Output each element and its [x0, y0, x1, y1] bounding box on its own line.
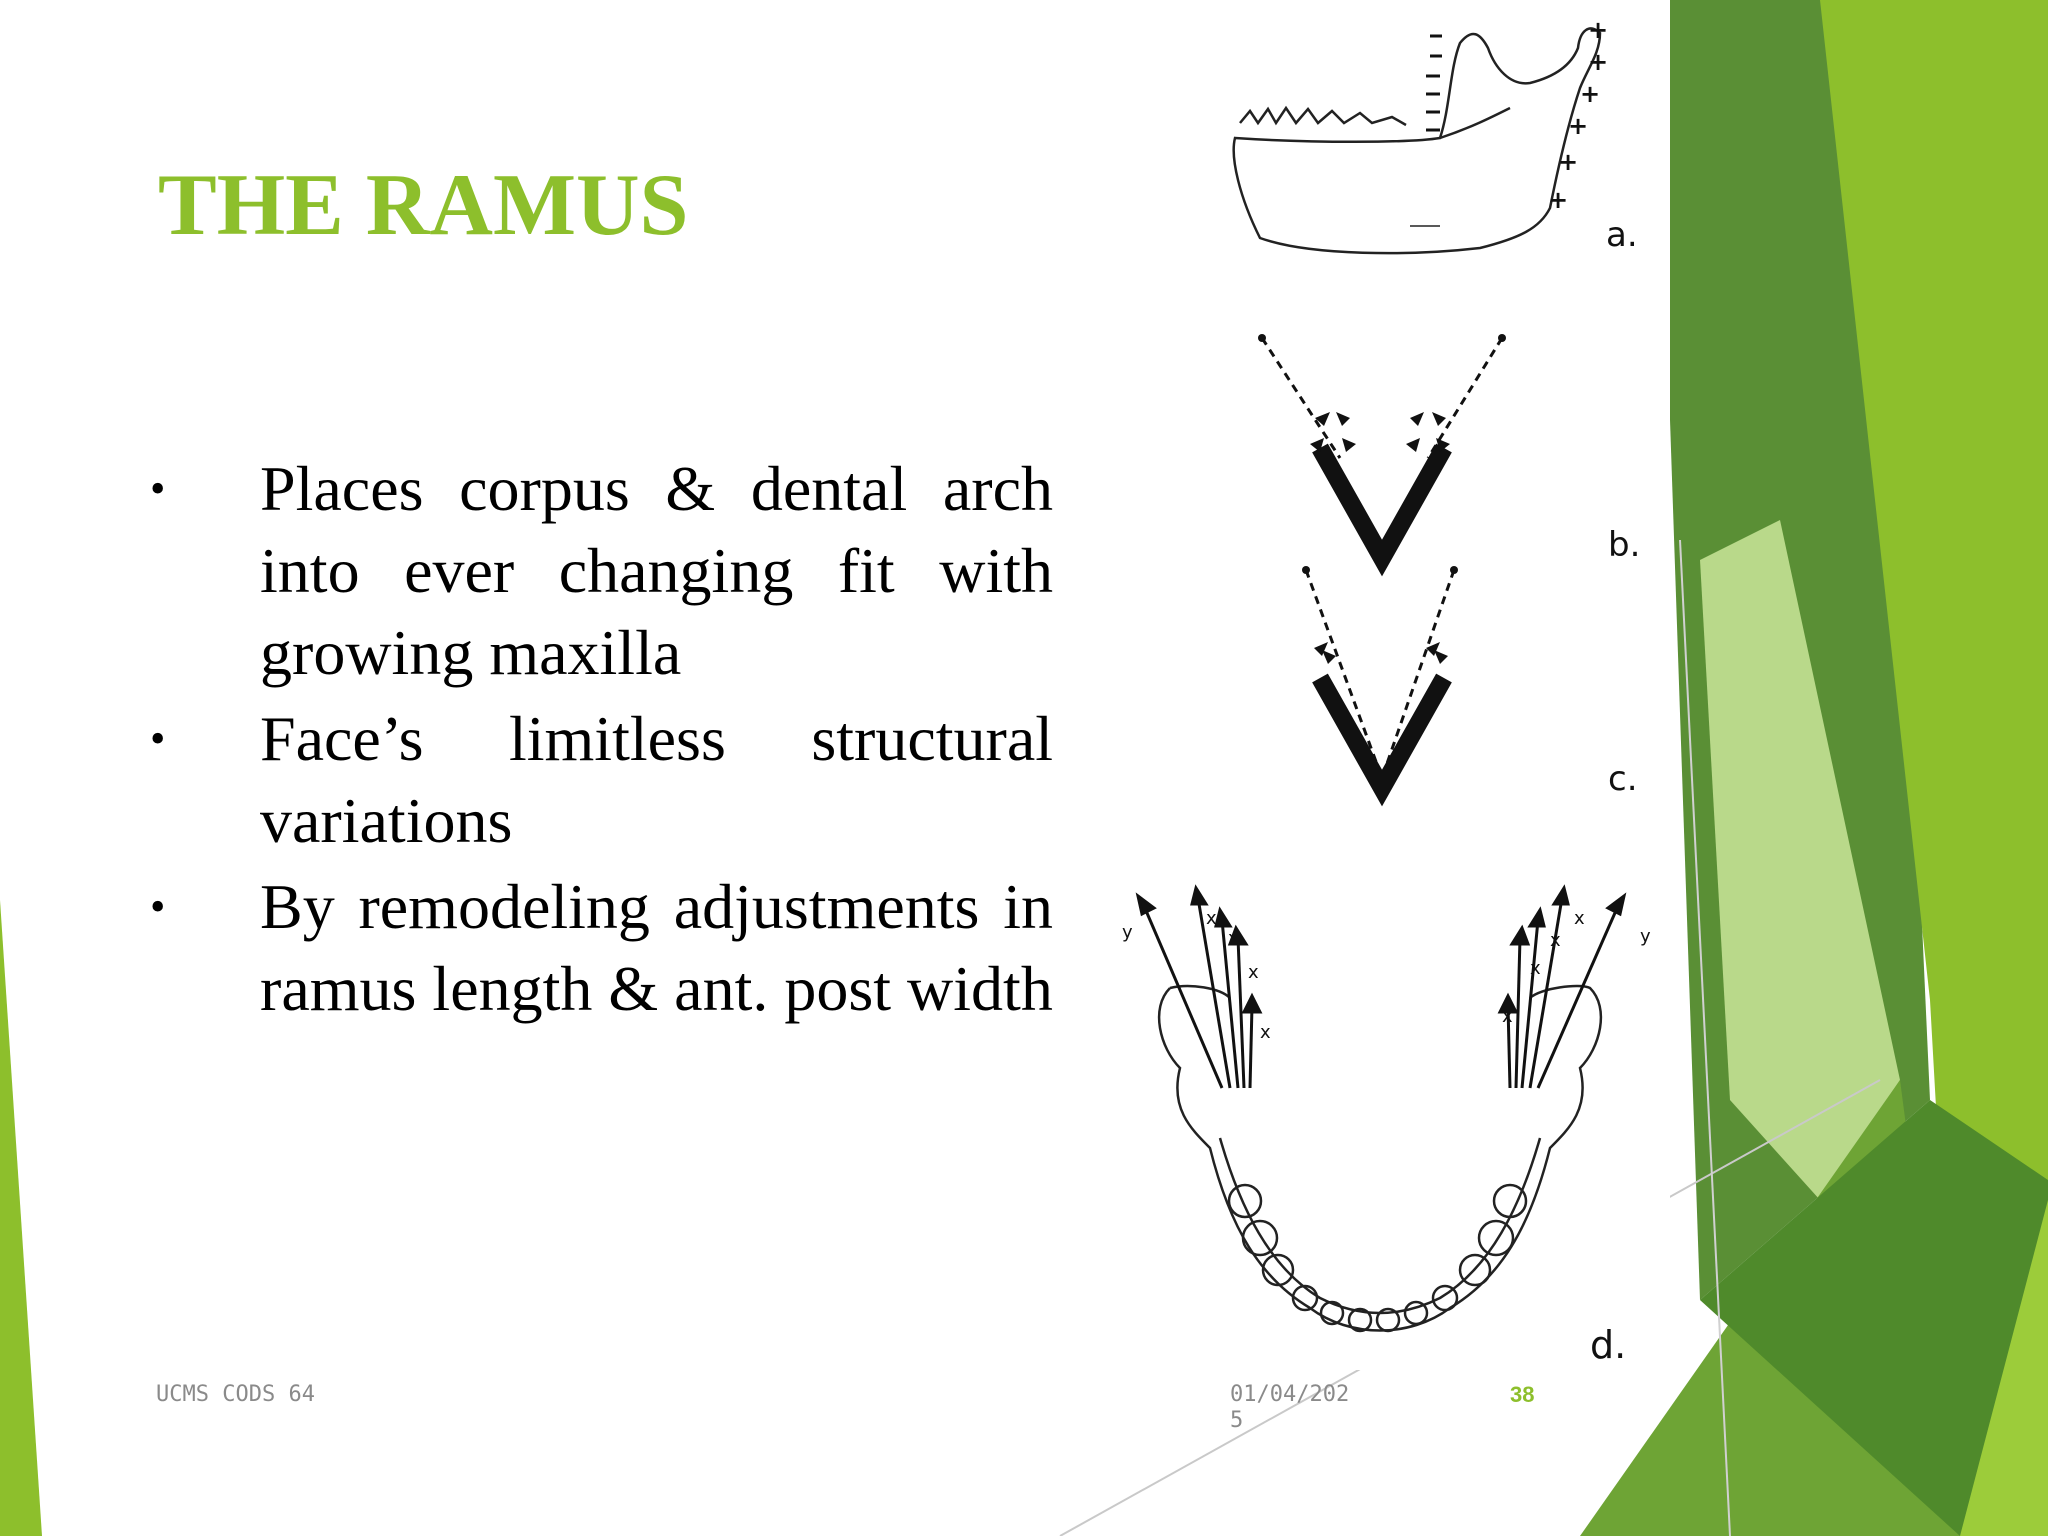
slide-number: 38 — [1510, 1382, 1535, 1407]
bullet-marker: • — [150, 882, 166, 931]
mandible-figure — [1110, 8, 1670, 1370]
mandible-diagram — [1110, 8, 1670, 1370]
bullet-item — [150, 448, 1053, 694]
vector-label-y: y — [1640, 926, 1651, 947]
vector-label-y: y — [1122, 922, 1133, 943]
bullet-text: Places corpus & dental arch into ever changing fit with growing maxilla — [260, 453, 1053, 688]
bullet-item — [150, 698, 1053, 862]
bullet-item — [150, 866, 1053, 1030]
vector-label-x: x — [1228, 928, 1239, 949]
plus-mark: + — [1580, 80, 1601, 108]
panel-d-mandible-occlusal — [1159, 986, 1601, 1331]
vector-label-x: x — [1206, 908, 1217, 929]
plus-mark: + — [1588, 16, 1609, 44]
bullet-marker: • — [150, 464, 166, 513]
plus-mark: + — [1548, 186, 1569, 214]
vector-label-x: x — [1260, 1022, 1271, 1043]
vector-label-x: x — [1248, 962, 1259, 983]
panel-a-lateral-mandible — [1234, 28, 1600, 253]
vector-label-x: x — [1530, 958, 1541, 979]
panel-b-v-diagram — [1258, 334, 1506, 558]
bullet-marker: • — [150, 714, 166, 763]
panel-label-c: c. — [1608, 759, 1638, 799]
panel-label-b: b. — [1608, 525, 1641, 565]
vector-label-x: x — [1550, 930, 1561, 951]
vector-label-x: x — [1502, 1006, 1513, 1027]
panel-label-d: d. — [1590, 1323, 1627, 1367]
footer-left-text: UCMS CODS 64 — [156, 1382, 315, 1407]
plus-mark: + — [1568, 112, 1589, 140]
bullet-list — [150, 448, 1053, 1034]
page-title: THE RAMUS — [158, 157, 689, 254]
panel-a-minus-marks — [1426, 36, 1442, 130]
vector-label-x: x — [1574, 908, 1585, 929]
bullet-text: Face’s limitless structural variations — [260, 703, 1053, 856]
panel-label-a: a. — [1606, 215, 1638, 255]
plus-mark: + — [1558, 148, 1579, 176]
footer-date: 01/04/2025 — [1230, 1382, 1350, 1433]
plus-mark: + — [1588, 48, 1609, 76]
panel-c-v-diagram — [1302, 566, 1458, 788]
panel-d-vector-labels — [1122, 908, 1651, 1043]
left-green-strip — [0, 900, 42, 1536]
bullet-text: By remodeling adjustments in ramus length & ant. post width — [260, 871, 1053, 1024]
